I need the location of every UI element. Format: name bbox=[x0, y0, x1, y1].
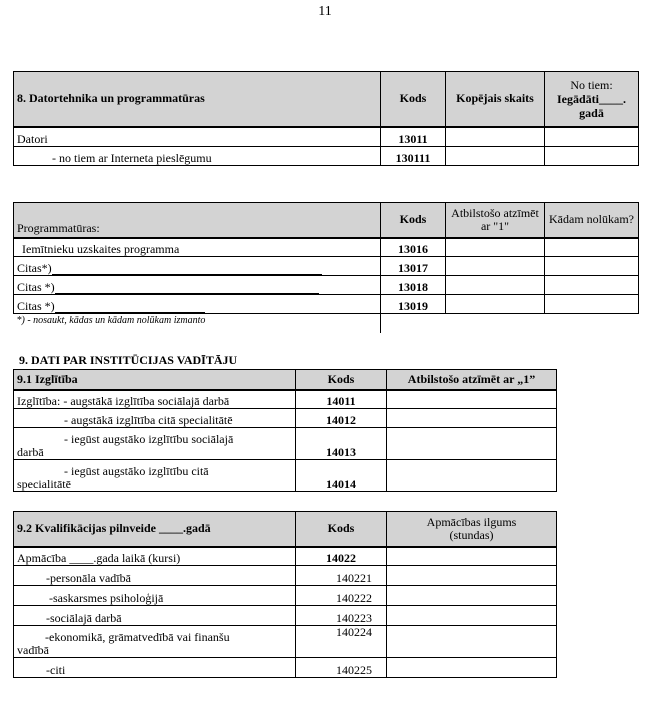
row-label: Citas*) bbox=[14, 257, 381, 276]
table-row bbox=[14, 390, 557, 409]
table-row bbox=[14, 606, 557, 626]
fill-line[interactable] bbox=[55, 293, 319, 294]
table-row bbox=[14, 626, 557, 658]
row-code: 13011 bbox=[381, 127, 446, 147]
row-code: 140225 bbox=[296, 658, 387, 678]
bought-cell[interactable] bbox=[545, 127, 639, 147]
fill-line[interactable] bbox=[55, 312, 205, 313]
row-code: 140221 bbox=[296, 566, 387, 586]
software-col-mark: Atbilstošo atzīmēt ar "1" bbox=[446, 203, 545, 238]
row-code: 14013 bbox=[296, 428, 387, 460]
row-code: 140224 bbox=[296, 626, 387, 658]
bought-cell[interactable] bbox=[545, 147, 639, 166]
row-label: Iemītnieku uzskaites programma bbox=[14, 238, 381, 257]
software-note: *) - nosaukt, kādas un kādam nolūkam izmanto bbox=[14, 314, 381, 333]
table-row bbox=[14, 547, 557, 566]
row-code: 13019 bbox=[381, 295, 446, 314]
section8-col-bought bbox=[545, 72, 639, 127]
qualification-title: 9.2 Kvalifikācijas pilnveide ____.gadā bbox=[14, 512, 296, 547]
section8-col-bought-line3: gadā bbox=[579, 105, 604, 120]
row-label: -ekonomikā, grāmatvedībā vai finanšu vadībā bbox=[14, 626, 296, 658]
software-table bbox=[13, 202, 639, 333]
row-label: - iegūst augstāko izglītību sociālajā darbā bbox=[14, 428, 296, 460]
mark-cell[interactable] bbox=[446, 276, 545, 295]
section8-col-code: Kods bbox=[381, 72, 446, 127]
duration-cell[interactable] bbox=[387, 626, 557, 658]
section8-table bbox=[13, 71, 639, 166]
row-label: - augstākā izglītība citā specialitātē bbox=[14, 409, 296, 428]
mark-cell[interactable] bbox=[387, 409, 557, 428]
purpose-cell[interactable] bbox=[545, 257, 639, 276]
page-number: 11 bbox=[318, 4, 332, 19]
row-code: 140222 bbox=[296, 586, 387, 606]
mark-cell[interactable] bbox=[387, 428, 557, 460]
mark-cell[interactable] bbox=[446, 295, 545, 314]
section8-col-bought-line1: No tiem: bbox=[570, 77, 613, 92]
education-col-code: Kods bbox=[296, 370, 387, 390]
table-row bbox=[14, 428, 557, 460]
table-row bbox=[14, 147, 639, 166]
section8-col-total: Kopējais skaits bbox=[446, 72, 545, 127]
row-label: -personāla vadībā bbox=[14, 566, 296, 586]
software-col-code: Kods bbox=[381, 203, 446, 238]
table-row bbox=[14, 276, 639, 295]
purpose-cell[interactable] bbox=[545, 238, 639, 257]
education-table bbox=[13, 369, 557, 492]
row-label: Datori bbox=[14, 127, 381, 147]
row-label: -citi bbox=[14, 658, 296, 678]
section8-col-bought-line2: Iegādāti____. bbox=[557, 91, 626, 106]
mark-cell[interactable] bbox=[387, 460, 557, 492]
total-cell[interactable] bbox=[446, 127, 545, 147]
duration-cell[interactable] bbox=[387, 658, 557, 678]
row-label: Citas *) bbox=[14, 276, 381, 295]
row-label: Citas *) bbox=[14, 295, 381, 314]
section8-title: 8. Datortehnika un programmatūras bbox=[14, 72, 381, 127]
mark-cell[interactable] bbox=[387, 390, 557, 409]
duration-cell[interactable] bbox=[387, 586, 557, 606]
duration-cell[interactable] bbox=[387, 566, 557, 586]
row-label: - iegūst augstāko izglītību citā specialitātē bbox=[14, 460, 296, 492]
row-code: 13018 bbox=[381, 276, 446, 295]
row-label: Apmācība ____.gada laikā (kursi) bbox=[14, 547, 296, 566]
purpose-cell[interactable] bbox=[545, 276, 639, 295]
qualification-col-code: Kods bbox=[296, 512, 387, 547]
qualification-col-duration: Apmācības ilgums (stundas) bbox=[387, 512, 557, 547]
section9-title: 9. DATI PAR INSTITŪCIJAS VADĪTĀJU bbox=[19, 353, 238, 367]
row-label: - no tiem ar Interneta pieslēgumu bbox=[14, 147, 381, 166]
software-title: Programmatūras: bbox=[14, 203, 381, 238]
row-code: 130111 bbox=[381, 147, 446, 166]
row-code: 140223 bbox=[296, 606, 387, 626]
table-row bbox=[14, 257, 639, 276]
table-row bbox=[14, 460, 557, 492]
mark-cell[interactable] bbox=[446, 238, 545, 257]
software-col-purpose: Kādam nolūkam? bbox=[545, 203, 639, 238]
row-code: 13016 bbox=[381, 238, 446, 257]
total-cell[interactable] bbox=[446, 147, 545, 166]
row-code: 14022 bbox=[296, 547, 387, 566]
table-row bbox=[14, 127, 639, 147]
row-code: 14014 bbox=[296, 460, 387, 492]
mark-cell[interactable] bbox=[446, 257, 545, 276]
education-col-mark: Atbilstošo atzīmēt ar „1” bbox=[387, 370, 557, 390]
duration-cell[interactable] bbox=[387, 547, 557, 566]
table-row bbox=[14, 586, 557, 606]
row-label: Izglītība: - augstākā izglītība sociālajā darbā bbox=[14, 390, 296, 409]
row-label: -saskarsmes psiholoģijā bbox=[14, 586, 296, 606]
table-row bbox=[14, 409, 557, 428]
qualification-table bbox=[13, 511, 557, 678]
row-label: -sociālajā darbā bbox=[14, 606, 296, 626]
row-code: 13017 bbox=[381, 257, 446, 276]
purpose-cell[interactable] bbox=[545, 295, 639, 314]
table-row bbox=[14, 295, 639, 314]
row-code: 14012 bbox=[296, 409, 387, 428]
table-row bbox=[14, 658, 557, 678]
fill-line[interactable] bbox=[52, 274, 322, 275]
table-row bbox=[14, 566, 557, 586]
row-code: 14011 bbox=[296, 390, 387, 409]
table-row bbox=[14, 238, 639, 257]
duration-cell[interactable] bbox=[387, 606, 557, 626]
education-title: 9.1 Izglītība bbox=[14, 370, 296, 390]
